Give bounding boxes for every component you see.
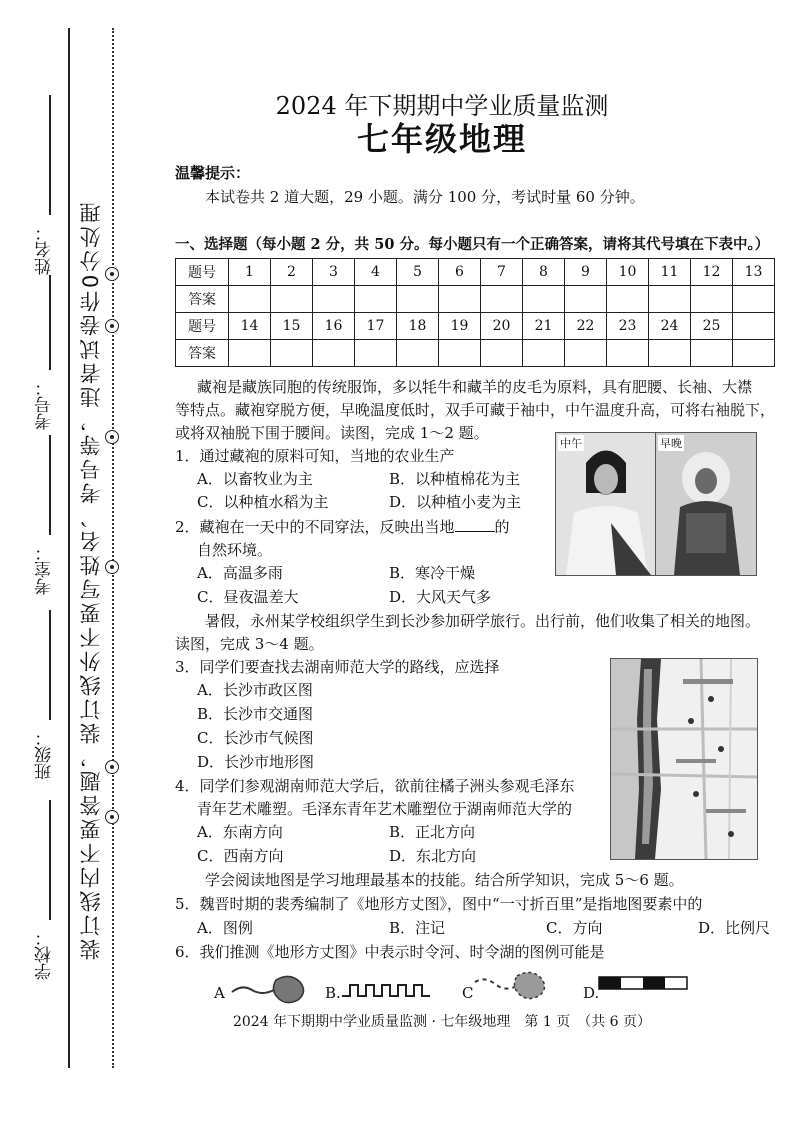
question-number: 24 — [649, 313, 691, 340]
question-number: 12 — [691, 259, 733, 286]
page-footer: 2024 年下期期中学业质量监测 · 七年级地理 第 1 页 （共 6 页） — [232, 1014, 652, 1030]
question-number: 14 — [229, 313, 271, 340]
answer-table — [175, 258, 775, 367]
q2-stem-line2: 自然环境。 — [197, 541, 273, 559]
question-number: 7 — [481, 259, 523, 286]
exam-subject: 七年级地理 — [356, 120, 527, 158]
binding-hole-icon — [105, 319, 119, 333]
table-row — [176, 313, 775, 340]
question-number: 16 — [313, 313, 355, 340]
notice-label: 温馨提示： — [175, 164, 251, 182]
name-field[interactable] — [32, 215, 57, 275]
q2-option-c[interactable]: C．昼夜温差大 — [197, 588, 299, 606]
q5-option-c[interactable]: C．方向 — [546, 919, 603, 937]
answer-cell[interactable] — [439, 340, 481, 367]
passage3-line1: 学会阅读地图是学习地理最基本的技能。结合所学知识，完成 5～6 题。 — [205, 871, 684, 889]
answer-cell[interactable] — [691, 286, 733, 313]
q1-option-b[interactable]: B．以种植棉花为主 — [389, 470, 521, 488]
answer-cell[interactable] — [565, 340, 607, 367]
binding-dotted-line — [112, 28, 114, 1068]
legend-seasonal-river-lake-icon — [473, 970, 553, 1004]
question-number: 9 — [565, 259, 607, 286]
photo-evening-label: 早晚 — [660, 437, 682, 450]
answer-cell[interactable] — [733, 340, 775, 367]
school-line — [49, 800, 51, 920]
question-number: 25 — [691, 313, 733, 340]
question-number: 2 — [271, 259, 313, 286]
q6-stem: 6．我们推测《地形方丈图》中表示时令河、时令湖的图例可能是 — [175, 943, 605, 961]
passage2-line1: 暑假，永州某学校组织学生到长沙参加研学旅行。出行前，他们收集了相关的地图。 — [205, 612, 761, 630]
answer-cell[interactable] — [523, 286, 565, 313]
binding-hole-icon — [105, 267, 119, 281]
answer-cell[interactable] — [733, 286, 775, 313]
q2-blank[interactable] — [455, 517, 495, 532]
answer-cell[interactable] — [229, 286, 271, 313]
q5-option-a[interactable]: A．图例 — [197, 919, 253, 937]
q1-stem: 1．通过藏袍的原料可知，当地的农业生产 — [175, 447, 455, 465]
passage1-line2: 等特点。藏袍穿脱方便，早晚温度低时，双手可藏于袖中，中午温度升高，可将右袖脱下， — [175, 401, 776, 419]
q3-option-a[interactable]: A．长沙市政区图 — [197, 681, 313, 699]
name-label: 姓名： — [35, 224, 55, 275]
binding-warning: 装订线内不要答题，装订线外不要写姓名、考号等，违者试卷作0分处理 — [79, 199, 103, 960]
q6-option-c-label: C — [462, 984, 474, 1002]
school-field[interactable] — [32, 920, 57, 980]
question-number: 20 — [481, 313, 523, 340]
answer-cell[interactable] — [397, 340, 439, 367]
q3-option-b[interactable]: B．长沙市交通图 — [197, 705, 314, 723]
q6-option-b-label: B. — [325, 984, 341, 1002]
exam-no-field[interactable] — [32, 370, 57, 430]
answer-cell[interactable] — [439, 286, 481, 313]
exam-no-line — [49, 275, 51, 370]
q2-stem — [175, 515, 510, 539]
answer-cell[interactable] — [691, 340, 733, 367]
room-field[interactable] — [32, 535, 57, 595]
exam-title: 2024 年下期期中学业质量监测 — [275, 92, 609, 120]
q2-stem-end: 的 — [494, 518, 510, 536]
answer-cell[interactable] — [271, 340, 313, 367]
question-number: 17 — [355, 313, 397, 340]
exam-no-label: 考号： — [35, 379, 55, 430]
question-number: 11 — [649, 259, 691, 286]
question-number: 6 — [439, 259, 481, 286]
q3-option-c[interactable]: C．长沙市气候图 — [197, 729, 314, 747]
q2-option-d[interactable]: D．大风天气多 — [389, 588, 492, 606]
q4-option-c[interactable]: C．西南方向 — [197, 847, 284, 865]
photo-noon — [555, 432, 657, 576]
question-number: 19 — [439, 313, 481, 340]
binding-margin-line — [68, 28, 70, 1068]
answer-cell[interactable] — [397, 286, 439, 313]
q5-stem: 5．魏晋时期的裴秀编制了《地形方丈图》，图中“一寸折百里”是指地图要素中的 — [175, 895, 703, 913]
binding-hole-icon — [105, 430, 119, 444]
question-number: 8 — [523, 259, 565, 286]
answer-cell[interactable] — [607, 286, 649, 313]
table-row — [176, 259, 775, 286]
answer-cell[interactable] — [313, 286, 355, 313]
question-number: 13 — [733, 259, 775, 286]
question-number: 22 — [565, 313, 607, 340]
question-number: 1 — [229, 259, 271, 286]
binding-hole-icon — [105, 810, 119, 824]
photo-noon-label: 中午 — [560, 437, 582, 450]
class-label: 班级： — [35, 729, 55, 780]
answer-cell[interactable] — [649, 286, 691, 313]
row-label-question: 题号 — [176, 259, 229, 286]
room-label: 考室： — [35, 544, 55, 595]
question-number — [733, 313, 775, 340]
question-number: 21 — [523, 313, 565, 340]
answer-cell[interactable] — [313, 340, 355, 367]
table-row — [176, 286, 775, 313]
q1-option-a[interactable]: A．以畜牧业为主 — [197, 470, 313, 488]
q1-option-c[interactable]: C．以种植水稻为主 — [197, 493, 329, 511]
q6-option-c[interactable] — [462, 984, 473, 1002]
notice-text: 本试卷共 2 道大题，29 小题。满分 100 分，考试时量 60 分钟。 — [205, 188, 645, 206]
q3-stem: 3．同学们要查找去湖南师范大学的路线，应选择 — [175, 658, 500, 676]
q6-option-a-label: A — [214, 984, 225, 1002]
answer-cell[interactable] — [271, 286, 313, 313]
row-label-question: 题号 — [176, 313, 229, 340]
room-line — [49, 435, 51, 535]
q4-option-b[interactable]: B．正北方向 — [389, 823, 476, 841]
q3-option-d[interactable]: D．长沙市地形图 — [197, 753, 315, 771]
question-number: 5 — [397, 259, 439, 286]
passage1-line1: 藏袍是藏族同胞的传统服饰，多以牦牛和藏羊的皮毛为原料，具有肥腰、长袖、大襟 — [197, 378, 753, 396]
q1-option-d[interactable]: D．以种植小麦为主 — [389, 493, 522, 511]
answer-cell[interactable] — [355, 340, 397, 367]
question-number: 4 — [355, 259, 397, 286]
q6-option-d-label: D. — [583, 984, 600, 1002]
passage1-line3: 或将双袖脱下围于腰间。读图，完成 1～2 题。 — [175, 424, 489, 442]
q2-stem-text: 2．藏袍在一天中的不同穿法，反映出当地 — [175, 518, 455, 536]
answer-cell[interactable] — [565, 286, 607, 313]
q2-option-b[interactable]: B．寒冷干燥 — [389, 564, 476, 582]
answer-cell[interactable] — [355, 286, 397, 313]
legend-wall-icon — [342, 980, 432, 1000]
q6-option-a[interactable] — [214, 984, 225, 1002]
section1-heading: 一、选择题（每小题 2 分，共 50 分。每小题只有一个正确答案，请将其代号填在下表中。） — [175, 236, 770, 253]
row-label-answer: 答案 — [176, 340, 229, 367]
answer-cell[interactable] — [649, 340, 691, 367]
question-number: 23 — [607, 313, 649, 340]
changsha-map-image — [611, 659, 757, 859]
answer-cell[interactable] — [607, 340, 649, 367]
q4-stem-line2: 青年艺术雕塑。毛泽东青年艺术雕塑位于湖南师范大学的 — [197, 800, 573, 818]
tibetan-robe-evening-photo — [656, 433, 756, 575]
tibetan-robe-noon-photo — [556, 433, 656, 575]
school-label: 学校： — [35, 929, 55, 980]
answer-cell[interactable] — [523, 340, 565, 367]
answer-cell[interactable] — [481, 286, 523, 313]
legend-railway-icon — [598, 976, 690, 992]
question-number: 10 — [607, 259, 649, 286]
changsha-map — [610, 658, 758, 860]
class-field[interactable] — [32, 720, 57, 780]
q4-option-a[interactable]: A．东南方向 — [197, 823, 283, 841]
question-number: 15 — [271, 313, 313, 340]
binding-hole-icon — [105, 560, 119, 574]
binding-hole-icon — [105, 760, 119, 774]
question-number: 18 — [397, 313, 439, 340]
answer-cell[interactable] — [229, 340, 271, 367]
table-row — [176, 340, 775, 367]
q4-stem-line1: 4．同学们参观湖南师范大学后，欲前往橘子洲头参观毛泽东 — [175, 777, 575, 795]
row-label-answer: 答案 — [176, 286, 229, 313]
q6-option-d[interactable] — [583, 984, 599, 1002]
class-line — [49, 610, 51, 720]
passage2-line2: 读图，完成 3～4 题。 — [175, 635, 324, 653]
legend-river-lake-icon — [230, 972, 310, 1006]
q6-option-b[interactable] — [325, 984, 341, 1002]
photo-morning-evening — [655, 432, 757, 576]
answer-cell[interactable] — [481, 340, 523, 367]
q5-option-d[interactable]: D．比例尺 — [698, 919, 771, 937]
q2-option-a[interactable]: A．高温多雨 — [197, 564, 283, 582]
q5-option-b[interactable]: B．注记 — [389, 919, 446, 937]
q4-option-d[interactable]: D．东北方向 — [389, 847, 477, 865]
question-number: 3 — [313, 259, 355, 286]
